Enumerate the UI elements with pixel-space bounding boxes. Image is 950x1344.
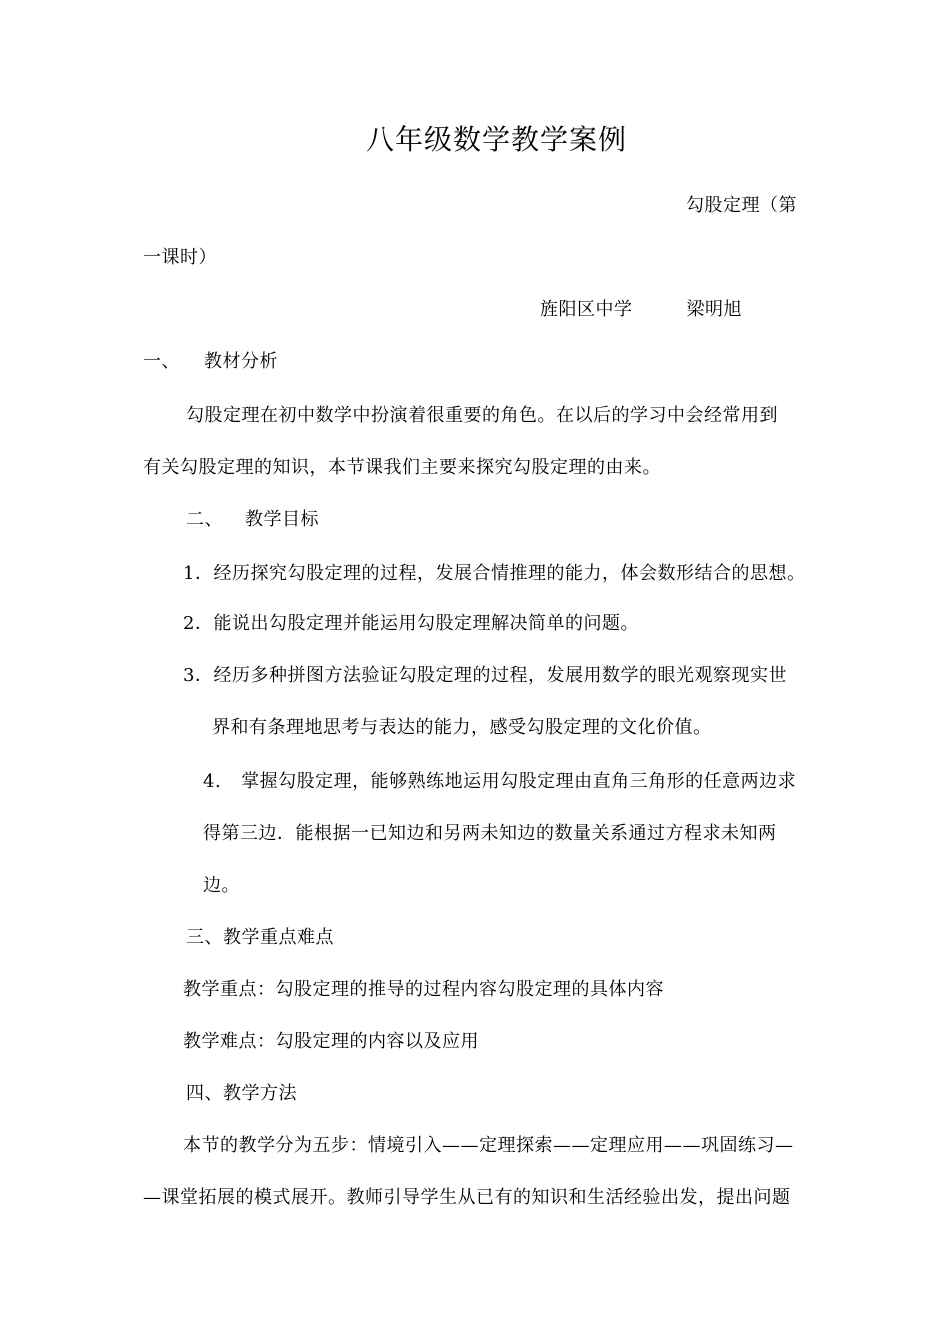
author-line	[540, 298, 742, 322]
key-point-line: 教学重点：勾股定理的推导的过程内容勾股定理的具体内容	[183, 979, 664, 1000]
section-2-heading	[186, 508, 319, 532]
objective-item-4-number: 4.	[203, 771, 222, 792]
section-4-paragraph-line-2: —课堂拓展的模式展开。教师引导学生从已有的知识和生活经验出发，提出问题	[143, 1187, 791, 1208]
school-name: 旌阳区中学	[540, 299, 633, 320]
objective-item-4-line-1	[203, 770, 796, 794]
difficulty-line: 教学难点：勾股定理的内容以及应用	[183, 1031, 479, 1052]
section-1-heading	[143, 350, 278, 374]
section-1-paragraph-line-2: 有关勾股定理的知识，本节课我们主要来探究勾股定理的由来。	[143, 457, 661, 478]
section-4-paragraph-line-1: 本节的教学分为五步：情境引入——定理探索——定理应用——巩固练习—	[183, 1135, 794, 1156]
section-1-title: 教材分析	[204, 351, 278, 372]
section-2-title: 教学目标	[245, 509, 319, 530]
author-name: 梁明旭	[686, 299, 742, 320]
objective-item-2: 2．能说出勾股定理并能运用勾股定理解决简单的问题。	[183, 613, 639, 634]
objective-item-4-line-2: 得第三边．能根据一已知边和另两未知边的数量关系通过方程求未知两	[203, 823, 777, 844]
objective-item-1: 1．经历探究勾股定理的过程，发展合情推理的能力，体会数形结合的思想。	[183, 563, 806, 584]
lesson-subtitle-continued: 一课时）	[143, 247, 217, 268]
section-4-heading: 四、教学方法	[186, 1083, 297, 1104]
objective-item-3-line-1: 3．经历多种拼图方法验证勾股定理的过程，发展用数学的眼光观察现实世	[183, 665, 787, 686]
lesson-subtitle: 勾股定理（第	[686, 195, 797, 216]
section-1-number: 一、	[143, 351, 180, 372]
objective-item-4-line-3: 边。	[203, 875, 240, 896]
document-title: 八年级数学教学案例	[366, 123, 628, 156]
objective-item-3-line-2: 界和有条理地思考与表达的能力，感受勾股定理的文化价值。	[212, 717, 712, 738]
section-3-heading: 三、教学重点难点	[186, 927, 334, 948]
objective-item-4-text: 掌握勾股定理，能够熟练地运用勾股定理由直角三角形的任意两边求	[241, 771, 797, 792]
section-1-paragraph-line-1: 勾股定理在初中数学中扮演着很重要的角色。在以后的学习中会经常用到	[186, 405, 778, 426]
section-2-number: 二、	[186, 509, 223, 530]
